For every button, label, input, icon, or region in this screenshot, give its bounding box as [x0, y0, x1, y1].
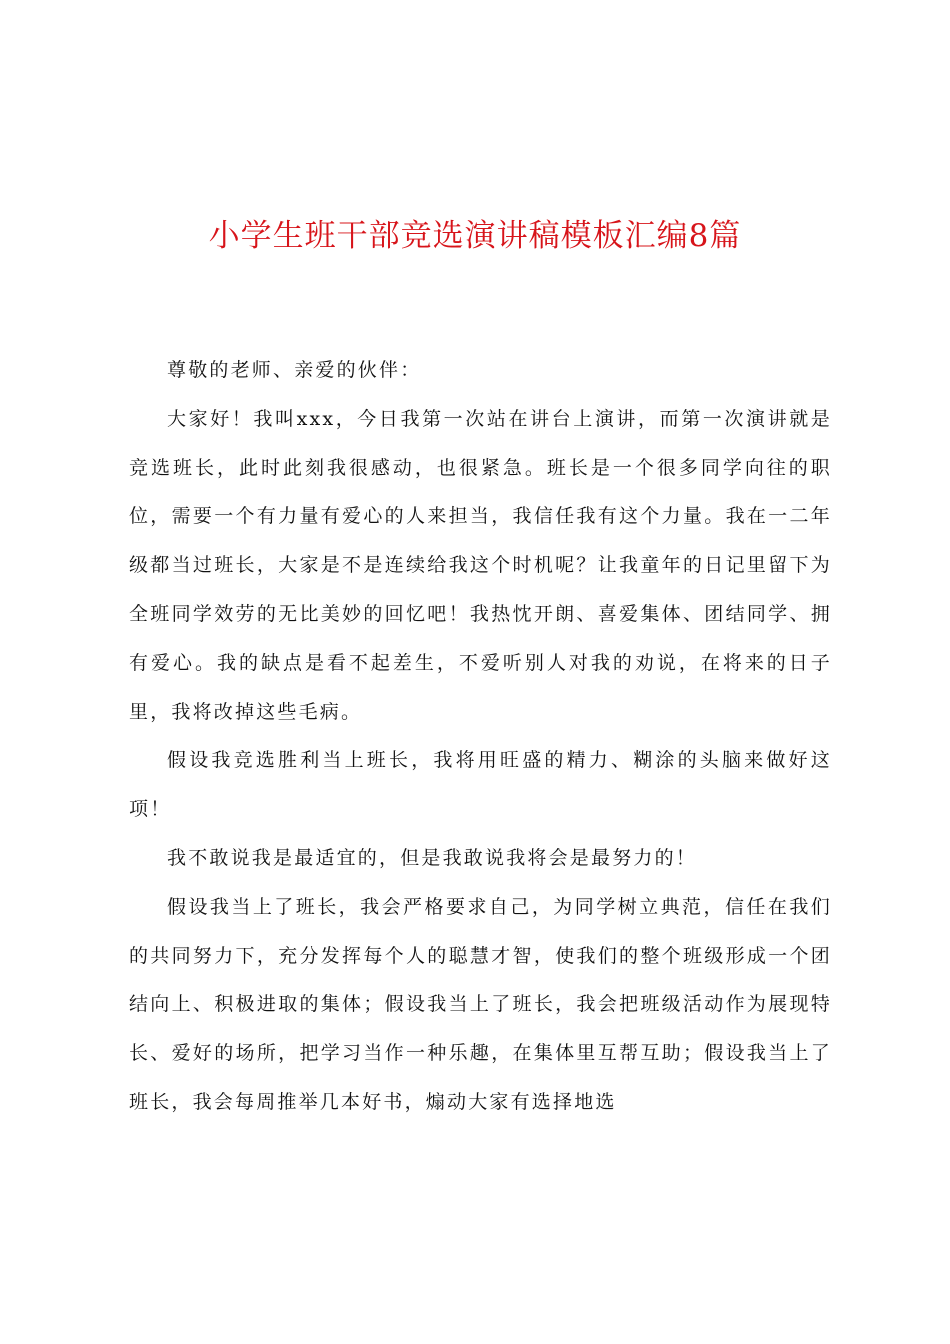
- paragraph-introduction: 大家好！我叫xxx，今日我第一次站在讲台上演讲，而第一次演讲就是竞选班长，此时此刻我很感动，也很紧急。班长是一个很多同学向往的职位，需要一个有力量有爱心的人来担当，我信任我有这个力量。我在一二年级都当过班长，大家是不是连续给我这个时机呢？让我童年的日记里留下为全班同学效劳的无比美妙的回忆吧！我热忱开朗、喜爱集体、团结同学、拥有爱心。我的缺点是看不起差生，不爱听别人对我的劝说，在将来的日子里，我将改掉这些毛病。: [129, 407, 832, 723]
- document-title: 小学生班干部竞选演讲稿模板汇编8篇: [208, 218, 742, 254]
- paragraph-plans: 假设我当上了班长，我会严格要求自己，为同学树立典范，信任在我们的共同努力下，充分发挥每个人的聪慧才智，使我们的整个班级形成一个团结向上、积极进取的集体；假设我当上了班长，我会把班级活动作为展现特长、爱好的场所，把学习当作一种乐趣，在集体里互帮互助；假设我当上了班长，我会每周推举几本好书，煽动大家有选择地选: [129, 895, 832, 1113]
- document-body: [129, 346, 832, 1127]
- paragraph-commitment: 假设我竞选胜利当上班长，我将用旺盛的精力、糊涂的头脑来做好这项！: [129, 749, 832, 821]
- paragraph-effort: 我不敢说我是最适宜的，但是我敢说我将会是最努力的！: [167, 846, 698, 869]
- paragraph-salutation: 尊敬的老师、亲爱的伙伴：: [167, 359, 422, 381]
